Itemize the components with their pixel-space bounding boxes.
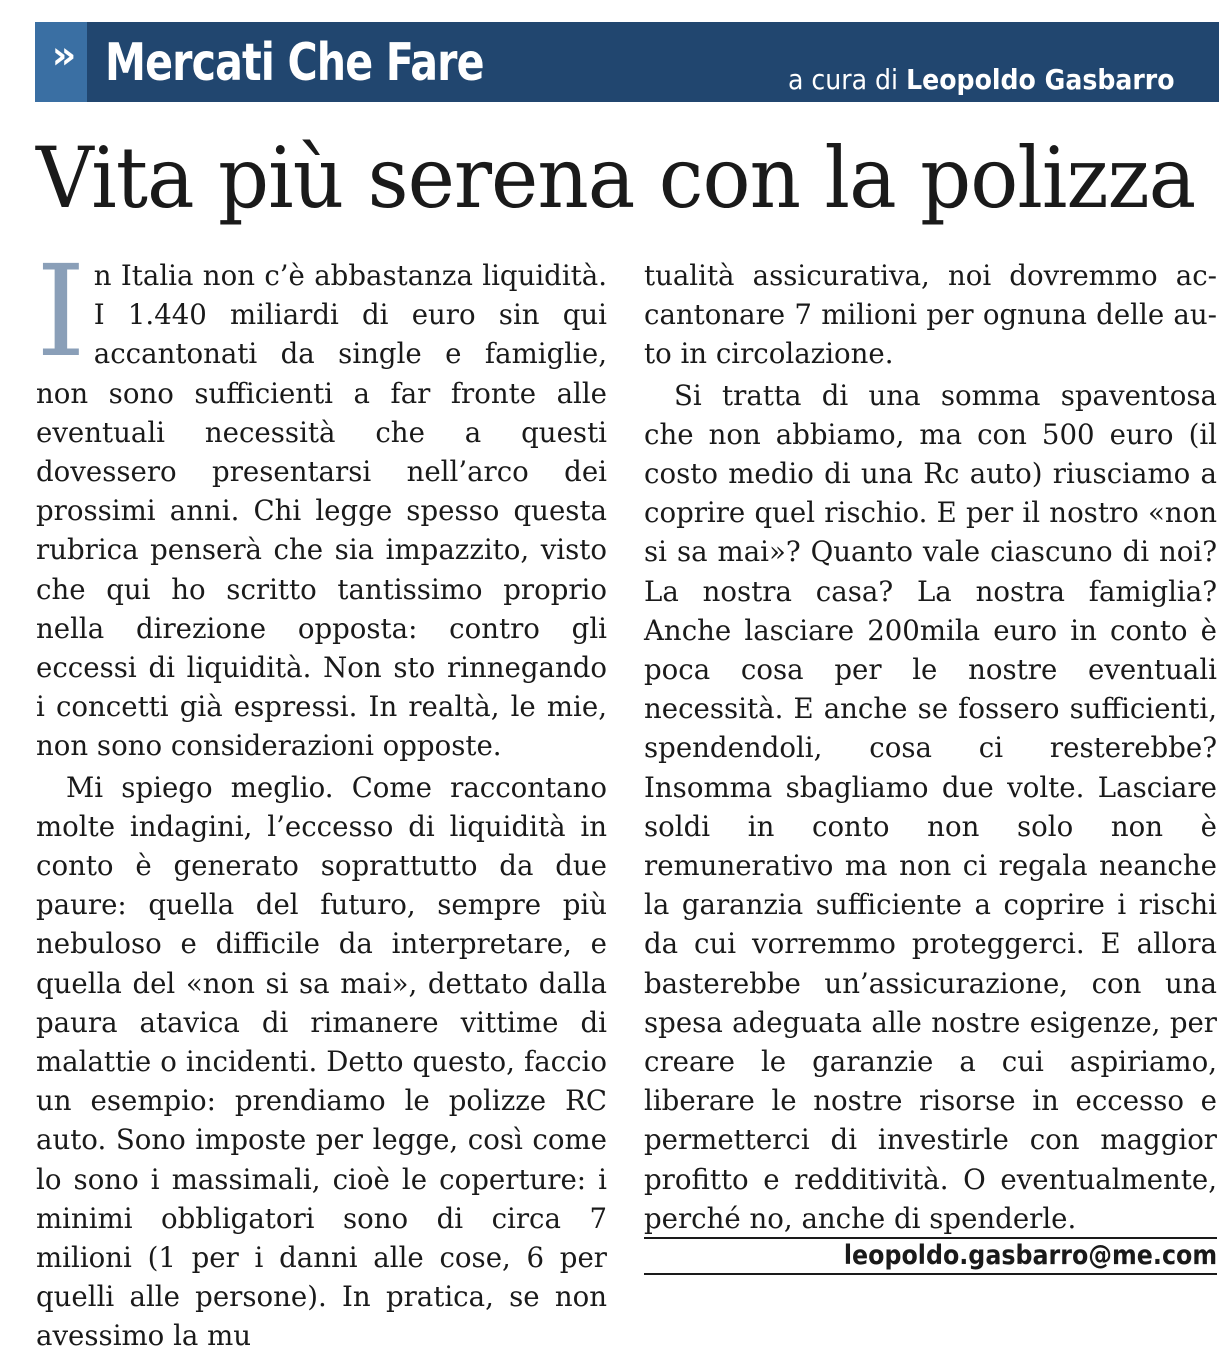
drop-cap: I: [36, 238, 86, 385]
byline: [788, 62, 1175, 98]
article-headline: Vita più serena con la polizza: [36, 129, 1196, 227]
article-paragraph: tualità assicurativa, noi dovremmo accantonare 7 milioni per ognuna delle auto in circolazione.: [644, 259, 1217, 371]
chevron-glyph: »: [51, 33, 71, 77]
article-paragraph: Si tratta di una somma spaventosa che non abbiamo, ma con 500 euro (il costo medio di una Rc auto) riusciamo a coprire quel rischio. E per il nostro «non si sa mai»? Quanto vale ciascuno di noi? La nostra casa? La nostra famiglia? Anche lasciare 200mila euro in conto è poca cosa per le nostre eventuali necessità. E anche se fossero sufficienti, spendendoli, cosa ci resterebbe? Insomma sbagliamo due volte. Lasciare soldi in conto non solo non è remunerativo ma non ci regala neanche la garanzia sufficiente a coprire i rischi da cui vorremmo proteggerci. E allora basterebbe un’assicurazione, con una spesa adeguata alle nostre esigenze, per creare le garanzie a cui aspiriamo, liberare le nostre risorse in eccesso e permetterci di investirle con maggior profitto e redditività. O eventualmente, perché no, anche di spenderle.: [644, 378, 1217, 1235]
divider: [644, 1273, 1217, 1275]
author-email-link[interactable]: leopoldo.gasbarro@me.com: [843, 1240, 1217, 1271]
section-title: Mercati Che Fare: [105, 33, 484, 93]
article-column-right: [644, 256, 1217, 1238]
article-column-left: [36, 238, 607, 1356]
byline-author: Leopoldo Gasbarro: [906, 63, 1175, 96]
paragraph-text: n Italia non c’è abbastanza liquidità. I 1.440 miliardi di euro sin qui accantonati da single e famiglie, non sono sufficienti a far fronte alle eventuali necessità che a questi dovessero presentarsi nell’arco dei prossimi anni. Chi legge spesso questa rubrica penserà che sia impazzito, visto che qui ho scritto tantissimo proprio nella direzione opposta: contro gli eccessi di liquidità. Non sto rinnegando i concetti già espressi. In realtà, le mie, non sono considerazioni opposte.: [36, 259, 607, 763]
article-paragraph: Mi spiego meglio. Come raccontano molte indagini, l’eccesso di liquidità in conto è generato soprattutto da due paure: quella del futuro, sempre più nebuloso e difficile da interpretare, e quella del «non si sa mai», dettato dalla paura atavica di rimanere vittime di malattie o incidenti. Detto questo, faccio un esempio: prendiamo le polizze RC auto. Sono imposte per legge, così come lo sono i massimali, cioè le coperture: i minimi obbligatori sono di circa 7 milioni (1 per i danni alle cose, 6 per quelli alle persone). In pratica, se non avessimo la mu: [36, 770, 607, 1353]
article-paragraph: [36, 238, 607, 766]
section-header: [35, 22, 1219, 102]
byline-prefix: a cura di: [788, 63, 899, 96]
double-chevron-icon: [35, 22, 87, 102]
